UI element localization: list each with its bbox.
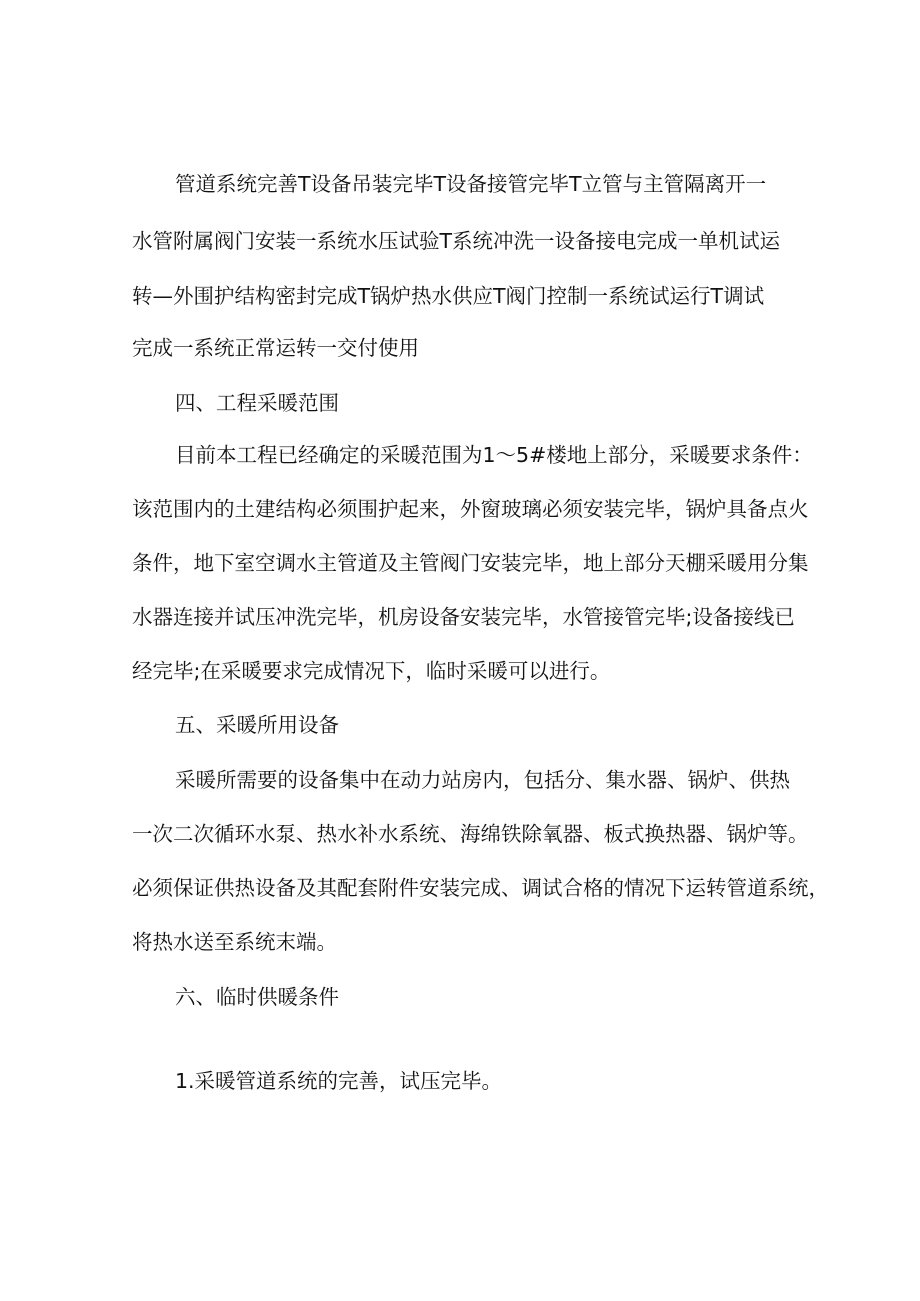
paragraph-equipment-line-1: 采暖所需要的设备集中在动力站房内，包括分、集水器、锅炉、供热 xyxy=(175,768,790,792)
paragraph-scope-line-5: 经完毕;在采暖要求完成情况下，临时采暖可以进行。 xyxy=(132,659,611,683)
paragraph-process-line-3: 转—外围护结构密封完成T锅炉热水供应T阀门控制一系统试运行T调试 xyxy=(132,284,765,308)
paragraph-scope-line-2: 该范围内的土建结构必须围护起来，外窗玻璃必须安装完毕，锅炉具备点火 xyxy=(132,497,809,521)
paragraph-equipment-line-3: 必须保证供热设备及其配套附件安装完成、调试合格的情况下运转管道系统， xyxy=(132,876,829,900)
section-heading-heating-equipment: 五、采暖所用设备 xyxy=(175,713,339,737)
paragraph-equipment-line-4: 将热水送至系统末端。 xyxy=(132,930,337,954)
paragraph-process-line-2: 水管附属阀门安装一系统水压试验T系统冲洗一设备接电完成一单机试运 xyxy=(132,229,781,253)
paragraph-scope-line-3: 条件，地下室空调水主管道及主管阀门安装完毕，地上部分天棚采暖用分集 xyxy=(132,551,809,575)
paragraph-scope-line-1: 目前本工程已经确定的采暖范围为1〜5#楼地上部分，采暖要求条件： xyxy=(175,443,813,467)
section-heading-temporary-heating-conditions: 六、临时供暖条件 xyxy=(175,985,339,1009)
paragraph-process-line-1: 管道系统完善T设备吊装完毕T设备接管完毕T立管与主管隔离开一 xyxy=(175,172,767,196)
paragraph-equipment-line-2: 一次二次循环水泵、热水补水系统、海绵铁除氧器、板式换热器、锅炉等。 xyxy=(132,822,809,846)
list-item-condition-1: 1.采暖管道系统的完善，试压完毕。 xyxy=(175,1069,503,1093)
section-heading-heating-scope: 四、工程采暖范围 xyxy=(175,391,339,415)
paragraph-process-line-4: 完成一系统正常运转一交付使用 xyxy=(132,336,419,360)
paragraph-scope-line-4: 水器连接并试压冲洗完毕，机房设备安装完毕，水管接管完毕;设备接线已 xyxy=(132,605,795,629)
